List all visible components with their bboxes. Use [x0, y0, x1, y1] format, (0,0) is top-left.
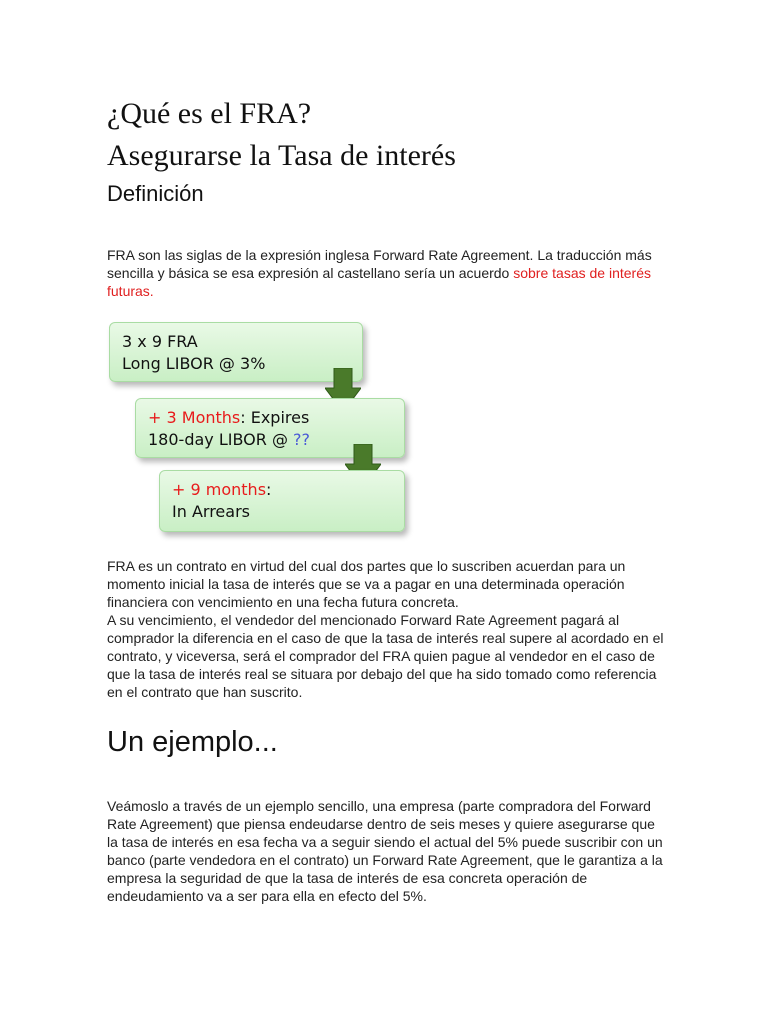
fra-step-3-title: [172, 479, 392, 501]
fra-diagram: [107, 318, 417, 540]
intro-paragraph: [107, 246, 667, 300]
definition-paragraph: FRA es un contrato en virtud del cual dos partes que lo suscriben acuerdan para un momento inicial la tasa de interés que se va a pagar en una determinada operación financiera con vencimiento en una fecha futura concreta.: [107, 558, 626, 610]
settlement-paragraph: A su vencimiento, el vendedor del mencionado Forward Rate Agreement pagará al comprador la diferencia en el caso de que la tasa de interés real supere al acordado en el contrato, y viceversa, será el comprador del FRA quien pague al vendedor en el caso de que la tasa de interés real se situara por debajo del que ha sido tomado como referencia en el contrato que han suscrito.: [107, 612, 664, 700]
intro-highlight: sobre tasas de interés futuras.: [107, 265, 651, 299]
page-title: ¿Qué es el FRA?: [107, 97, 312, 130]
fra-step-2-detail-prefix: 180-day LIBOR @: [148, 430, 294, 449]
page-title-secondary: Asegurarse la Tasa de interés: [107, 139, 456, 172]
fra-step-3-accent: + 9 months: [172, 480, 267, 499]
intro-text: FRA son las siglas de la expresión inglesa Forward Rate Agreement. La traducción más sencilla y básica se esa expresión al castellano sería un acuerdo: [107, 247, 652, 281]
fra-step-2-title: [148, 407, 392, 429]
fra-step-2-accent: + 3 Months: [148, 408, 241, 427]
section-heading-definition: Definición: [107, 181, 204, 206]
fra-step-2-rest: : Expires: [240, 408, 310, 427]
fra-step-3-detail: In Arrears: [172, 502, 250, 521]
fra-step-3-rest: :: [266, 480, 272, 499]
section-heading-example: Un ejemplo...: [107, 726, 278, 758]
fra-step-box-3: [159, 470, 405, 532]
example-paragraph: Veámoslo a través de un ejemplo sencillo, una empresa (parte compradora del Forward Rate Agreement) que piensa endeudarse dentro de seis meses y quiere asegurarse que la tasa de interés en esa fecha va a seguir siendo el actual del 5% puede suscribir con un banco (parte vendedora en el contrato) un Forward Rate Agreement, que le garantiza a la empresa la seguridad de que la tasa de interés de esa concreta operación de endeudamiento va a ser para ella en efecto del 5%.: [107, 798, 663, 904]
fra-step-2-unknown: ??: [293, 430, 311, 449]
fra-step-1-detail: Long LIBOR @ 3%: [122, 354, 266, 373]
fra-step-1-title: 3 x 9 FRA: [122, 332, 198, 351]
